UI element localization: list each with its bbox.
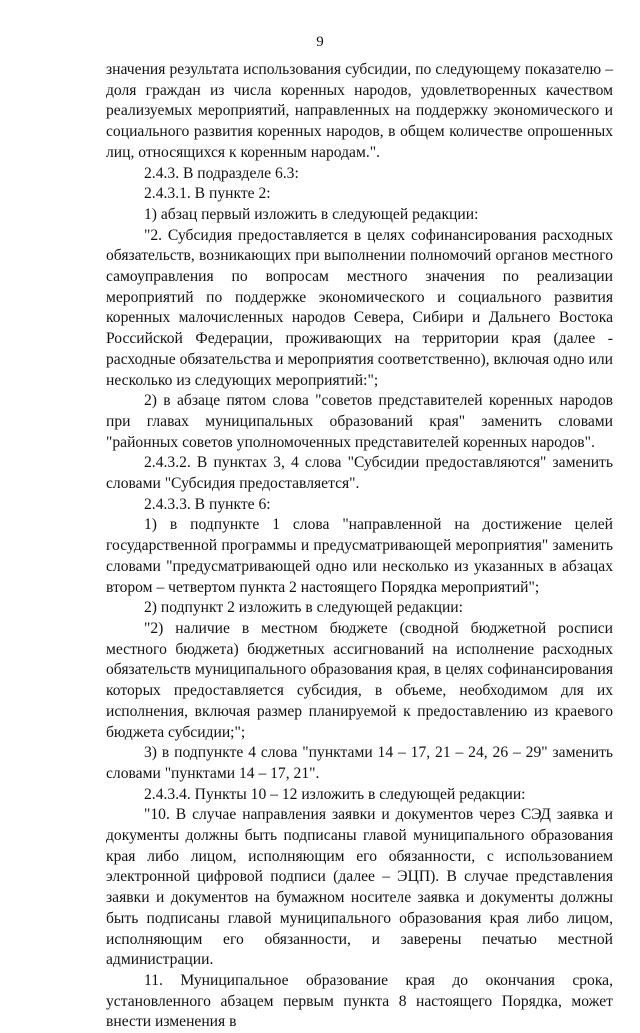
paragraph-2-4-3-1: 2.4.3.1. В пункте 2: (144, 185, 271, 203)
paragraph-subitem-2: 2) подпункт 2 изложить в следующей редакции: (144, 599, 463, 617)
paragraph-quote-budget: "2) наличие в местном бюджете (сводной бюджетной росписи местного бюджета) бюджетных ассигнований на исполнение расходных обязательств муниципального образования края, в целях софинансирования которых предоставляется субсидия, в объеме, необходимом для их исполнения, включая размер планируемой к предоставлению из краевого бюджета субсидии;"; (106, 619, 613, 741)
paragraph-subitem-3: 3) в подпункте 4 слова "пунктами 14 – 17, 21 – 24, 26 – 29" заменить словами "пунктами 14 – 17, 21". (106, 744, 613, 782)
paragraph-2-4-3-3: 2.4.3.3. В пункте 6: (144, 495, 271, 513)
paragraph-subitem-1: 1) в подпункте 1 слова "направленной на достижение целей государственной программы и предусматривающей мероприятия" заменить словами "предусматривающей одно или несколько из указанных в абзацах втором – четвертом пункта 2 настоящего Порядка мероприятий"; (106, 516, 613, 596)
page-number: 9 (316, 34, 324, 50)
paragraph-2-4-3-2: 2.4.3.2. В пунктах 3, 4 слова "Субсидии предоставляются" заменить словами "Субсидия предоставляется". (106, 454, 613, 493)
document-body (106, 60, 613, 1033)
paragraph-11: 11. Муниципальное образование края до окончания срока, установленного абзацем первым пункта 8 настоящего Порядка, может внести изменения в (106, 971, 613, 1031)
paragraph-quote-10: "10. В случае направления заявки и документов через СЭД заявка и документы должны быть подписаны главой муниципального образования края либо лицом, исполняющим его обязанности, с использованием электронной цифровой подписи (далее – ЭЦП). В случае представления заявки и документов на бумажном носителе заявка и документы должны быть подписаны главой муниципального образования края либо лицом, исполняющим его обязанности, и заверены печатью местной администрации. (106, 806, 613, 969)
paragraph-quote-subsidy: "2. Субсидия предоставляется в целях софинансирования расходных обязательств, возникающих при выполнении полномочий органов местного самоуправления по вопросам местного значения по реализации мероприятий по поддержке экономического и социального развития коренных малочисленных народов Севера, Сибири и Дальнего Востока Российской Федерации, проживающих на территории края (далее - расходные обязательства и мероприятия соответственно), включая одно или несколько из следующих мероприятий:"; (106, 226, 613, 389)
paragraph-item-2: 2) в абзаце пятом слова "советов представителей коренных народов при главах муниципальных образований края" заменить словами "районных советов уполномоченных представителей коренных народов". (106, 392, 613, 451)
paragraph-item-1: 1) абзац первый изложить в следующей редакции: (144, 205, 479, 223)
paragraph-2-4-3: 2.4.3. В подразделе 6.3: (144, 164, 299, 182)
paragraph-continuation: значения результата использования субсидии, по следующему показателю – доля граждан из числа коренных народов, удовлетворенных качеством реализуемых мероприятий, направленных на поддержку экономического и социального развития коренных народов, в общем количестве опрошенных лиц, относящихся к коренным народам.". (106, 61, 613, 161)
paragraph-2-4-3-4: 2.4.3.4. Пункты 10 – 12 изложить в следующей редакции: (144, 785, 526, 803)
